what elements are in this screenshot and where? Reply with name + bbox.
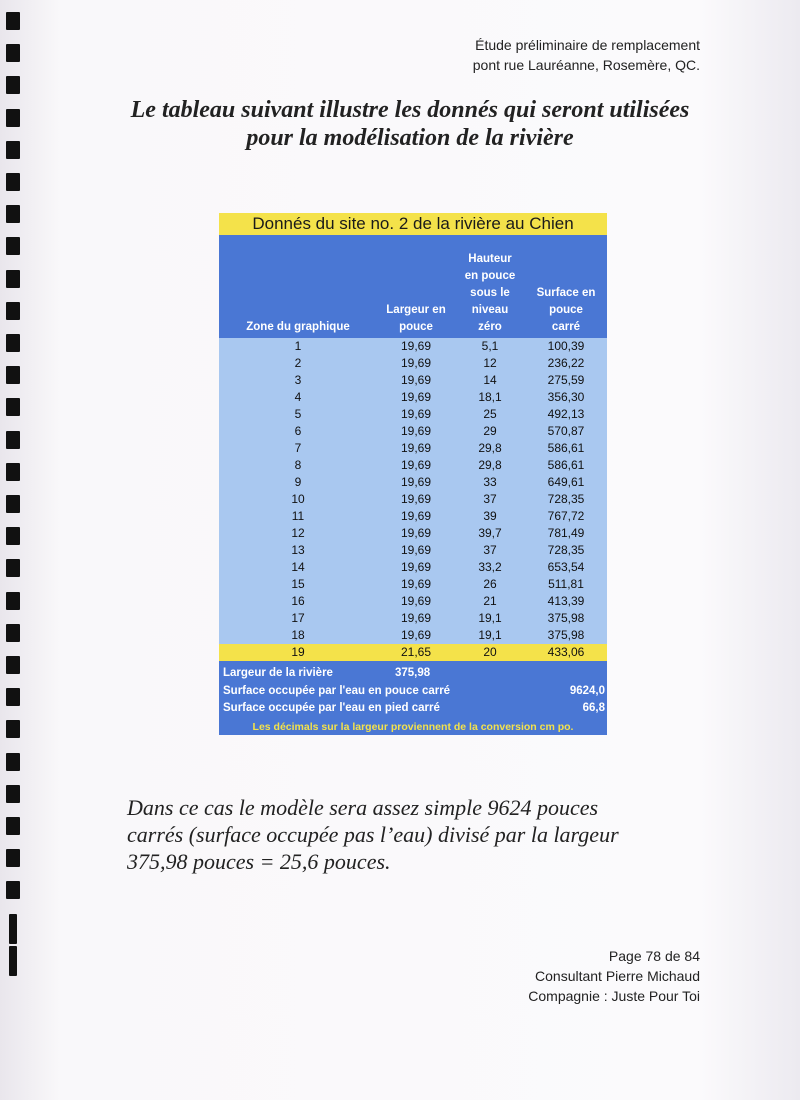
- col-header-largeur: Largeur en pouce: [377, 235, 455, 338]
- table-cell: 12: [483, 356, 497, 370]
- table-cell: 236,22: [547, 356, 585, 370]
- table-cell: 19,69: [400, 543, 432, 557]
- table-cell: 19,69: [400, 594, 432, 608]
- binding-ring: [6, 785, 20, 803]
- table-cell: 39,7: [478, 526, 502, 540]
- binding-ring: [6, 527, 20, 545]
- table-cell: 19,69: [400, 475, 432, 489]
- table-cell: 14: [483, 373, 497, 387]
- table-cell: 8: [294, 458, 302, 472]
- binding-ring: [6, 334, 20, 352]
- table-row: [219, 491, 607, 508]
- table-cell: 29,8: [478, 441, 502, 455]
- table-cell: 17: [291, 611, 305, 625]
- binding-ring: [6, 398, 20, 416]
- table-cell: 15: [291, 577, 305, 591]
- table-cell: 37: [483, 543, 497, 557]
- table-cell: 19,69: [400, 441, 432, 455]
- table-cell: 19,69: [400, 373, 432, 387]
- table-cell: 33,2: [478, 560, 502, 574]
- binding-ring: [6, 44, 20, 62]
- table-cell: 19,69: [400, 526, 432, 540]
- table-cell: 21: [483, 594, 497, 608]
- spiral-binding: [0, 0, 30, 1100]
- binding-ring: [6, 624, 20, 642]
- binding-ring: [6, 559, 20, 577]
- binding-ring: [6, 431, 20, 449]
- binding-ring: [6, 720, 20, 738]
- table-cell: 19,69: [400, 424, 432, 438]
- binding-ring: [6, 366, 20, 384]
- binding-ring: [6, 205, 20, 223]
- col-header-hauteur: Hauteur en pouce sous le niveau zéro: [455, 235, 525, 338]
- table-cell: 19: [291, 645, 305, 659]
- header-line-2: pont rue Lauréanne, Rosemère, QC.: [472, 57, 700, 73]
- binding-ring: [6, 109, 20, 127]
- table-cell: 511,81: [548, 577, 584, 591]
- table-cell: 12: [291, 526, 305, 540]
- table-row: [219, 338, 607, 355]
- table-cell: 19,1: [478, 611, 502, 625]
- table-cell: 375,98: [547, 611, 585, 625]
- binding-ring: [6, 849, 20, 867]
- title-line-2: pour la modélisation de la rivière: [246, 125, 574, 151]
- table-cell: 19,69: [400, 407, 432, 421]
- table-cell: 19,69: [400, 356, 432, 370]
- table-cell: 20: [483, 645, 497, 659]
- table-cell: 19,69: [400, 492, 432, 506]
- binding-ring: [6, 753, 20, 771]
- table-row: [219, 644, 607, 661]
- table-row: [219, 627, 607, 644]
- table-cell: 586,61: [547, 441, 585, 455]
- table-cell: 26: [483, 577, 497, 591]
- table-row: [219, 440, 607, 457]
- table-row: [219, 610, 607, 627]
- table-cell: 2: [294, 356, 302, 370]
- page-number: Page 78 de 84: [608, 948, 700, 964]
- table-cell: 13: [291, 543, 305, 557]
- conclusion-text: [127, 794, 687, 875]
- binding-ring: [6, 688, 20, 706]
- table-cell: 19,69: [400, 458, 432, 472]
- binding-ring: [6, 237, 20, 255]
- table-cell: 492,13: [547, 407, 585, 421]
- table-cell: 4: [294, 390, 302, 404]
- table-note: Les décimals sur la largeur proviennent de la conversion cm po.: [252, 721, 574, 733]
- table-row: [219, 508, 607, 525]
- table-cell: 25: [483, 407, 497, 421]
- title-line-1: Le tableau suivant illustre les donnés qui seront utilisées: [130, 97, 690, 123]
- table-cell: 21,65: [400, 645, 432, 659]
- table-row: [219, 389, 607, 406]
- table-cell: 19,69: [400, 509, 432, 523]
- col-header-surface: Surface en pouce carré: [525, 235, 607, 338]
- company-name: Compagnie : Juste Pour Toi: [528, 988, 700, 1004]
- table-cell: 14: [291, 560, 305, 574]
- table-cell: 19,69: [400, 577, 432, 591]
- col-header-zone: Zone du graphique: [219, 235, 377, 338]
- table-row: [219, 355, 607, 372]
- table-cell: 6: [294, 424, 302, 438]
- table-cell: 9: [294, 475, 302, 489]
- table-cell: 781,49: [547, 526, 585, 540]
- binding-ring: [6, 76, 20, 94]
- binding-ring: [6, 495, 20, 513]
- conclusion-line-1: Dans ce cas le modèle sera assez simple 9624 pouces: [127, 795, 599, 820]
- binding-ring: [6, 881, 20, 899]
- conclusion-line-2: carrés (surface occupée pas l’eau) divisé par la largeur: [127, 822, 619, 847]
- table-cell: 33: [483, 475, 497, 489]
- table-cell: 728,35: [547, 492, 585, 506]
- table-cell: 29,8: [478, 458, 502, 472]
- table-row: [219, 593, 607, 610]
- table-cell: 100,39: [547, 339, 585, 353]
- consultant-name: Consultant Pierre Michaud: [535, 968, 700, 984]
- header-line-1: Étude préliminaire de remplacement: [475, 37, 700, 53]
- binding-ring: [9, 914, 17, 944]
- binding-ring: [6, 463, 20, 481]
- binding-ring: [6, 817, 20, 835]
- table-cell: 275,59: [547, 373, 585, 387]
- binding-ring: [6, 12, 20, 30]
- table-cell: 37: [483, 492, 497, 506]
- table-cell: 3: [294, 373, 302, 387]
- binding-ring: [6, 270, 20, 288]
- table-cell: 19,69: [400, 628, 432, 642]
- table-cell: 19,69: [400, 339, 432, 353]
- document-footer: [528, 946, 700, 1006]
- table-body: [219, 338, 607, 661]
- table-cell: 19,69: [400, 390, 432, 404]
- table-cell: 19,69: [400, 560, 432, 574]
- table-cell: 413,39: [547, 594, 585, 608]
- table-row: [219, 576, 607, 593]
- table-cell: 356,30: [547, 390, 585, 404]
- document-header: [473, 35, 700, 75]
- table-cell: 586,61: [547, 458, 585, 472]
- table-cell: 649,61: [547, 475, 585, 489]
- table-cell: 29: [483, 424, 497, 438]
- table-row: [219, 542, 607, 559]
- table-title: Donnés du site no. 2 de la rivière au Chien: [219, 213, 607, 235]
- table-row: [219, 372, 607, 389]
- binding-ring: [6, 592, 20, 610]
- table-cell: 39: [483, 509, 497, 523]
- table-cell: 19,69: [400, 611, 432, 625]
- table-cell: 728,35: [547, 543, 585, 557]
- data-table: [219, 213, 607, 735]
- table-cell: 7: [294, 441, 302, 455]
- binding-ring: [6, 656, 20, 674]
- table-cell: 570,87: [547, 424, 585, 438]
- table-cell: 375,98: [547, 628, 585, 642]
- summary-surface-pouce: Surface occupée par l'eau en pouce carré 9624,0: [223, 685, 605, 697]
- binding-ring: [6, 141, 20, 159]
- table-row: [219, 474, 607, 491]
- table-cell: 11: [291, 509, 305, 523]
- summary-surface-pied: Surface occupée par l'eau en pied carré 66,8: [223, 702, 605, 714]
- table-cell: 5,1: [481, 339, 499, 353]
- binding-ring: [9, 946, 17, 976]
- table-cell: 1: [294, 339, 302, 353]
- table-cell: 767,72: [547, 509, 585, 523]
- conclusion-line-3: 375,98 pouces = 25,6 pouces.: [127, 849, 391, 874]
- summary-largeur: Largeur de la rivière 375,98: [223, 667, 431, 679]
- table-cell: 18,1: [478, 390, 502, 404]
- table-cell: 5: [294, 407, 302, 421]
- table-cell: 10: [291, 492, 305, 506]
- section-title: [100, 96, 720, 152]
- table-cell: 16: [291, 594, 305, 608]
- table-row: [219, 525, 607, 542]
- table-row: [219, 457, 607, 474]
- table-cell: 653,54: [547, 560, 585, 574]
- table-row: [219, 406, 607, 423]
- table-cell: 18: [291, 628, 305, 642]
- table-cell: 433,06: [547, 645, 585, 659]
- binding-ring: [6, 302, 20, 320]
- table-cell: 19,1: [478, 628, 502, 642]
- table-row: [219, 423, 607, 440]
- table-row: [219, 559, 607, 576]
- binding-ring: [6, 173, 20, 191]
